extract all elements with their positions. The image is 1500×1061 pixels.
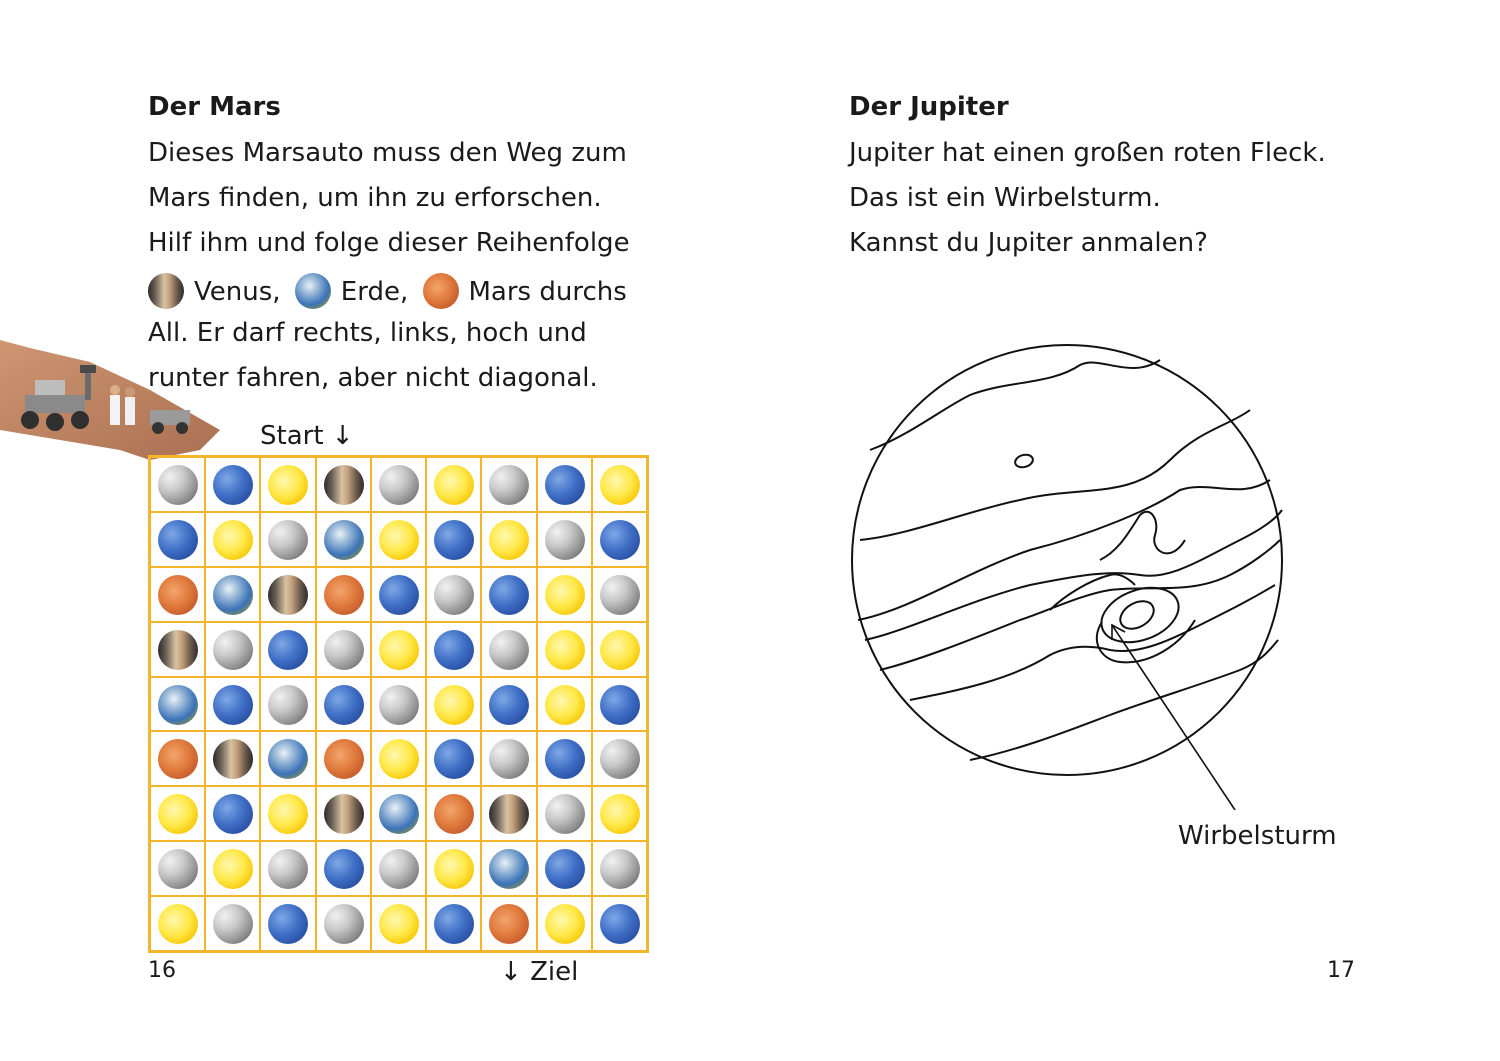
maze-cell bbox=[592, 731, 647, 786]
sun-icon bbox=[600, 630, 640, 670]
maze-cell bbox=[316, 731, 371, 786]
moon-icon bbox=[489, 739, 529, 779]
maze-cell bbox=[481, 896, 536, 951]
mars-icon bbox=[158, 575, 198, 615]
maze-cell bbox=[426, 841, 481, 896]
maze-cell bbox=[481, 677, 536, 732]
maze-cell bbox=[592, 786, 647, 841]
sun-icon bbox=[600, 465, 640, 505]
maze-cell bbox=[592, 841, 647, 896]
maze-cell bbox=[205, 512, 260, 567]
sun-icon bbox=[434, 685, 474, 725]
down-arrow-icon: ↓ bbox=[331, 421, 354, 451]
moon-icon bbox=[158, 465, 198, 505]
sequence-label-earth: Erde, bbox=[340, 277, 409, 307]
neptune-icon bbox=[213, 794, 253, 834]
maze-cell bbox=[371, 841, 426, 896]
neptune-icon bbox=[324, 849, 364, 889]
sun-icon bbox=[434, 465, 474, 505]
moon-icon bbox=[213, 630, 253, 670]
maze-cell bbox=[150, 786, 205, 841]
venus-icon bbox=[489, 794, 529, 834]
maze-cell bbox=[260, 896, 315, 951]
planet-maze-grid bbox=[148, 455, 649, 953]
maze-cell bbox=[537, 677, 592, 732]
callout-arrow-icon bbox=[1112, 625, 1235, 810]
maze-cell bbox=[426, 457, 481, 512]
neptune-icon bbox=[213, 465, 253, 505]
maze-cell bbox=[481, 457, 536, 512]
moon-icon bbox=[324, 904, 364, 944]
moon-icon bbox=[213, 904, 253, 944]
maze-cell bbox=[592, 896, 647, 951]
maze-cell bbox=[537, 457, 592, 512]
sun-icon bbox=[213, 849, 253, 889]
maze-cell bbox=[260, 457, 315, 512]
earth-icon bbox=[268, 739, 308, 779]
maze-cell bbox=[426, 731, 481, 786]
earth-icon bbox=[213, 575, 253, 615]
moon-icon bbox=[379, 465, 419, 505]
maze-cell bbox=[537, 896, 592, 951]
maze-cell bbox=[150, 512, 205, 567]
maze-cell bbox=[205, 841, 260, 896]
maze-cell bbox=[592, 512, 647, 567]
down-arrow-icon: ↓ bbox=[500, 957, 522, 987]
text-line-3: Hilf ihm und folge dieser Reihenfolge bbox=[148, 228, 630, 258]
neptune-icon bbox=[434, 630, 474, 670]
neptune-icon bbox=[434, 520, 474, 560]
sun-icon bbox=[545, 904, 585, 944]
maze-cell bbox=[316, 567, 371, 622]
maze-cell bbox=[260, 512, 315, 567]
maze-cell bbox=[260, 622, 315, 677]
neptune-icon bbox=[268, 904, 308, 944]
maze-cell bbox=[592, 457, 647, 512]
maze-cell bbox=[205, 622, 260, 677]
maze-cell bbox=[150, 731, 205, 786]
mars-icon bbox=[489, 904, 529, 944]
neptune-icon bbox=[489, 575, 529, 615]
moon-icon bbox=[545, 794, 585, 834]
maze-cell bbox=[205, 567, 260, 622]
maze-cell bbox=[592, 677, 647, 732]
moon-icon bbox=[268, 685, 308, 725]
moon-icon bbox=[268, 520, 308, 560]
maze-cell bbox=[371, 567, 426, 622]
mars-icon bbox=[423, 273, 459, 309]
maze-cell bbox=[426, 786, 481, 841]
start-label: Start ↓ bbox=[260, 421, 354, 451]
jupiter-outline bbox=[852, 345, 1282, 775]
neptune-icon bbox=[158, 520, 198, 560]
sun-icon bbox=[434, 849, 474, 889]
goal-label: ↓ Ziel bbox=[500, 957, 579, 987]
neptune-icon bbox=[379, 575, 419, 615]
maze-cell bbox=[260, 786, 315, 841]
venus-icon bbox=[158, 630, 198, 670]
maze-cell bbox=[426, 512, 481, 567]
maze-cell bbox=[371, 677, 426, 732]
sequence-line bbox=[148, 273, 627, 309]
maze-cell bbox=[592, 622, 647, 677]
venus-icon bbox=[324, 465, 364, 505]
maze-cell bbox=[150, 622, 205, 677]
maze-cell bbox=[426, 896, 481, 951]
maze-cell bbox=[481, 731, 536, 786]
text-line-2: Das ist ein Wirbelsturm. bbox=[849, 183, 1161, 213]
earth-icon bbox=[489, 849, 529, 889]
jupiter-coloring-drawing bbox=[850, 340, 1290, 810]
earth-icon bbox=[379, 794, 419, 834]
text-line-5: runter fahren, aber nicht diagonal. bbox=[148, 363, 598, 393]
maze-cell bbox=[260, 841, 315, 896]
text-line-2: Mars finden, um ihn zu erforschen. bbox=[148, 183, 602, 213]
maze-cell bbox=[371, 457, 426, 512]
mars-icon bbox=[158, 739, 198, 779]
neptune-icon bbox=[434, 739, 474, 779]
maze-cell bbox=[150, 457, 205, 512]
maze-cell bbox=[481, 622, 536, 677]
text-line-1: Jupiter hat einen großen roten Fleck. bbox=[849, 138, 1326, 168]
sequence-label-venus: Venus, bbox=[194, 277, 281, 307]
maze-cell bbox=[316, 677, 371, 732]
neptune-icon bbox=[213, 685, 253, 725]
sun-icon bbox=[379, 630, 419, 670]
maze-cell bbox=[371, 622, 426, 677]
neptune-icon bbox=[545, 849, 585, 889]
maze-cell bbox=[205, 677, 260, 732]
neptune-icon bbox=[600, 685, 640, 725]
page-title-jupiter: Der Jupiter bbox=[849, 92, 1009, 122]
moon-icon bbox=[489, 465, 529, 505]
maze-cell bbox=[205, 896, 260, 951]
neptune-icon bbox=[268, 630, 308, 670]
sun-icon bbox=[545, 685, 585, 725]
maze-cell bbox=[316, 786, 371, 841]
maze-cell bbox=[316, 512, 371, 567]
moon-icon bbox=[268, 849, 308, 889]
text-line-3: Kannst du Jupiter anmalen? bbox=[849, 228, 1208, 258]
moon-icon bbox=[379, 685, 419, 725]
maze-cell bbox=[205, 786, 260, 841]
sun-icon bbox=[213, 520, 253, 560]
maze-cell bbox=[537, 567, 592, 622]
mars-icon bbox=[324, 575, 364, 615]
moon-icon bbox=[600, 575, 640, 615]
maze-cell bbox=[426, 677, 481, 732]
maze-cell bbox=[205, 457, 260, 512]
maze-cell bbox=[537, 622, 592, 677]
maze-cell bbox=[316, 896, 371, 951]
sun-icon bbox=[268, 794, 308, 834]
maze-cell bbox=[316, 457, 371, 512]
maze-cell bbox=[537, 786, 592, 841]
sun-icon bbox=[158, 904, 198, 944]
maze-cell bbox=[537, 512, 592, 567]
neptune-icon bbox=[489, 685, 529, 725]
maze-cell bbox=[316, 841, 371, 896]
maze-cell bbox=[260, 677, 315, 732]
mars-rover-photo bbox=[0, 340, 220, 460]
maze-cell bbox=[260, 567, 315, 622]
neptune-icon bbox=[600, 520, 640, 560]
maze-cell bbox=[150, 896, 205, 951]
maze-cell bbox=[426, 622, 481, 677]
maze-cell bbox=[150, 567, 205, 622]
neptune-icon bbox=[600, 904, 640, 944]
maze-cell bbox=[316, 622, 371, 677]
callout-label: Wirbelsturm bbox=[1178, 821, 1337, 851]
maze-cell bbox=[537, 731, 592, 786]
maze-cell bbox=[260, 731, 315, 786]
page-number-left: 16 bbox=[148, 958, 176, 983]
sun-icon bbox=[545, 630, 585, 670]
moon-icon bbox=[600, 739, 640, 779]
sun-icon bbox=[379, 739, 419, 779]
venus-icon bbox=[213, 739, 253, 779]
moon-icon bbox=[379, 849, 419, 889]
right-page bbox=[750, 0, 1500, 1061]
venus-icon bbox=[268, 575, 308, 615]
earth-icon bbox=[158, 685, 198, 725]
moon-icon bbox=[489, 630, 529, 670]
maze-cell bbox=[481, 512, 536, 567]
neptune-icon bbox=[545, 465, 585, 505]
maze-cell bbox=[150, 841, 205, 896]
sun-icon bbox=[545, 575, 585, 615]
maze-cell bbox=[426, 567, 481, 622]
maze-cell bbox=[371, 731, 426, 786]
maze-cell bbox=[371, 786, 426, 841]
sun-icon bbox=[158, 794, 198, 834]
moon-icon bbox=[600, 849, 640, 889]
maze-cell bbox=[371, 896, 426, 951]
page-title-mars: Der Mars bbox=[148, 92, 281, 122]
neptune-icon bbox=[324, 685, 364, 725]
venus-icon bbox=[324, 794, 364, 834]
maze-cell bbox=[150, 677, 205, 732]
maze-cell bbox=[481, 786, 536, 841]
maze-cell bbox=[205, 731, 260, 786]
venus-icon bbox=[148, 273, 184, 309]
maze-cell bbox=[592, 567, 647, 622]
earth-icon bbox=[295, 273, 331, 309]
mars-icon bbox=[434, 794, 474, 834]
sun-icon bbox=[489, 520, 529, 560]
neptune-icon bbox=[434, 904, 474, 944]
earth-icon bbox=[324, 520, 364, 560]
sequence-label-mars: Mars durchs bbox=[468, 277, 627, 307]
moon-icon bbox=[158, 849, 198, 889]
sun-icon bbox=[379, 904, 419, 944]
maze-cell bbox=[481, 567, 536, 622]
sun-icon bbox=[268, 465, 308, 505]
moon-icon bbox=[545, 520, 585, 560]
mars-icon bbox=[324, 739, 364, 779]
moon-icon bbox=[434, 575, 474, 615]
page-number-right: 17 bbox=[1327, 958, 1355, 983]
neptune-icon bbox=[545, 739, 585, 779]
maze-cell bbox=[537, 841, 592, 896]
sun-icon bbox=[379, 520, 419, 560]
moon-icon bbox=[324, 630, 364, 670]
maze-cell bbox=[481, 841, 536, 896]
sun-icon bbox=[600, 794, 640, 834]
text-line-1: Dieses Marsauto muss den Weg zum bbox=[148, 138, 627, 168]
maze-cell bbox=[371, 512, 426, 567]
text-line-4: All. Er darf rechts, links, hoch und bbox=[148, 318, 587, 348]
